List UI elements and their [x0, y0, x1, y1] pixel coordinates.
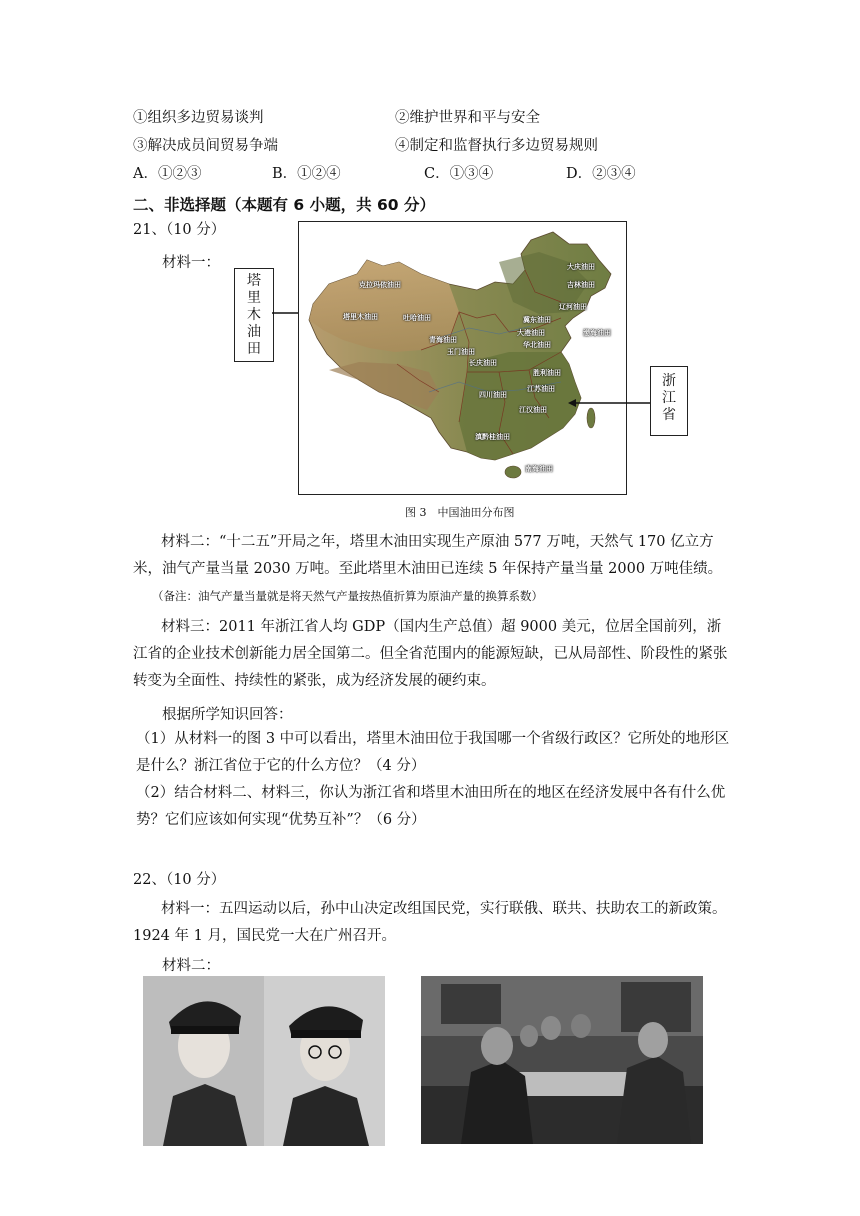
- oilfield-label: 四川油田: [479, 391, 507, 399]
- oilfield-label: 大庆油田: [567, 263, 595, 271]
- oilfield-label: 江汉油田: [519, 406, 547, 414]
- china-oilfield-map: [298, 221, 627, 495]
- portrait-photo: [143, 976, 385, 1146]
- oilfield-label: 吉林油田: [567, 281, 595, 289]
- oilfield-label: 吐哈油田: [403, 314, 431, 322]
- choice-d: D．②③④: [566, 166, 636, 182]
- oilfield-label: 江苏油田: [527, 385, 555, 393]
- q22-material-1: 材料一：五四运动以后，孙中山决定改组国民党，实行联俄、联共、扶助农工的新政策。1924 年 1 月，国民党一大在广州召开。: [133, 901, 727, 944]
- oilfield-label: 华北油田: [523, 341, 551, 349]
- oilfield-label: 塔里木油田: [343, 313, 378, 321]
- q22-material-2-label: 材料二：: [162, 958, 220, 974]
- zhejiang-callout: [650, 366, 688, 436]
- material-1-label: 材料一：: [162, 255, 220, 271]
- oilfield-label: 大港油田: [517, 329, 545, 337]
- zhejiang-callout-text: 浙江省: [662, 373, 676, 423]
- surrender-ceremony-photo: [421, 976, 703, 1144]
- question-22-number: 22、（10 分）: [133, 872, 226, 888]
- oilfield-label: 长庆油田: [469, 359, 497, 367]
- option-2: ②维护世界和平与安全: [395, 110, 540, 126]
- material-2: 材料二：“十二五”开局之年，塔里木油田实现生产原油 577 万吨，天然气 170 亿立方米，油气产量当量 2030 万吨。至此塔里木油田已连续 5 年保持产量当量 2000 万吨佳绩。: [133, 534, 723, 577]
- answer-prompt: 根据所学知识回答：: [162, 707, 293, 723]
- oilfield-label: 冀东油田: [523, 316, 551, 324]
- oilfield-label: 辽河油田: [559, 303, 587, 311]
- arrow-to-zhejiang: [568, 394, 650, 412]
- ceremony-photo: [421, 976, 703, 1144]
- question-21-number: 21、（10 分）: [133, 222, 226, 238]
- option-1: ①组织多边贸易谈判: [133, 110, 264, 126]
- material-3: 材料三：2011 年浙江省人均 GDP（国内生产总值）超 9000 美元，位居全国前列，浙江省的企业技术创新能力居全国第二。但全省范围内的能源短缺，已从局部性、阶段性的紧张转变为全面性、持续性的紧张，成为经济发展的硬约束。: [133, 619, 728, 689]
- tarim-callout: [234, 268, 274, 362]
- map-caption: 图 3 中国油田分布图: [405, 506, 515, 519]
- section-heading: 二、非选择题（本题有 6 小题，共 60 分）: [133, 196, 435, 214]
- sub-question-2: （2）结合材料二、材料三，你认为浙江省和塔里木油田所在的地区在经济发展中各有什么优势？它们应该如何实现“优势互补”？（6 分）: [136, 785, 726, 828]
- oilfield-label: 青海油田: [429, 336, 457, 344]
- option-4: ④制定和监督执行多边贸易规则: [395, 138, 598, 154]
- oilfield-label: 滇黔桂油田: [475, 433, 510, 441]
- tarim-callout-text: 塔里木油田: [247, 273, 261, 357]
- option-3: ③解决成员间贸易争端: [133, 138, 278, 154]
- oilfield-label: 胜利油田: [533, 369, 561, 377]
- oilfield-label: 南海油田: [525, 465, 553, 473]
- choice-a: A．①②③: [133, 166, 202, 182]
- material-2-note: （备注：油气产量当量就是将天然气产量按热值折算为原油产量的换算系数）: [152, 589, 543, 603]
- choice-b: B．①②④: [272, 166, 341, 182]
- choice-c: C．①③④: [424, 166, 494, 182]
- oilfield-label: 渤海油田: [583, 329, 611, 337]
- portrait-photo-pair: [143, 976, 385, 1146]
- sub-question-1: （1）从材料一的图 3 中可以看出，塔里木油田位于我国哪一个省级行政区？它所处的地形区是什么？浙江省位于它的什么方位？（4 分）: [136, 731, 730, 774]
- oilfield-label: 克拉玛依油田: [359, 281, 401, 289]
- oilfield-label: 玉门油田: [447, 348, 475, 356]
